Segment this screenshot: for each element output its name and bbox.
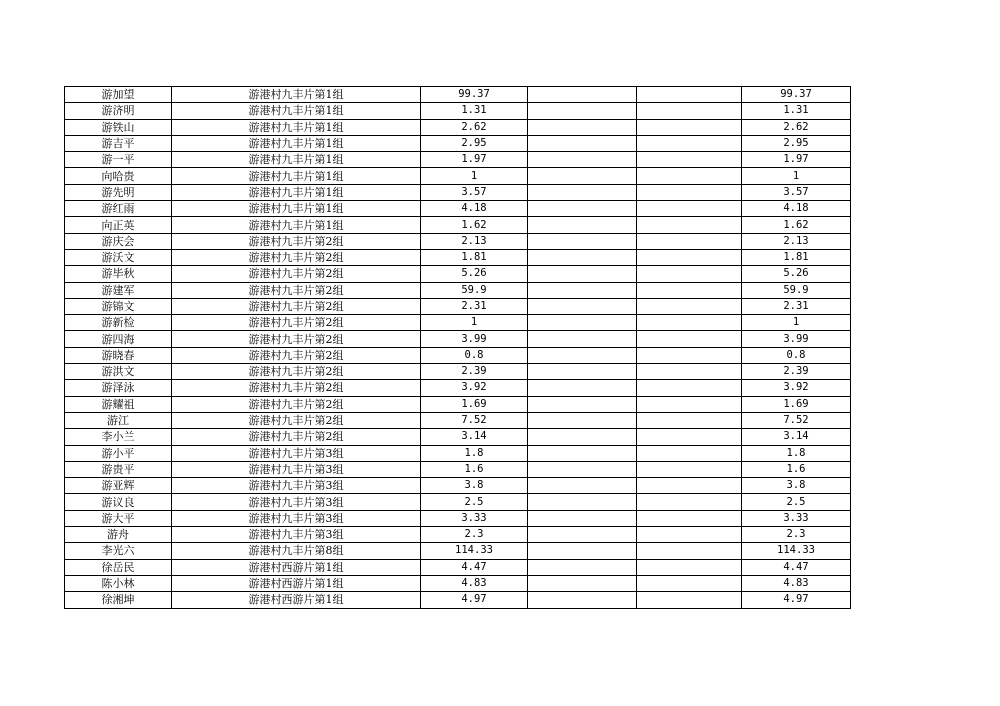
cell-empty [528, 396, 637, 412]
cell-empty [528, 527, 637, 543]
cell-total: 4.97 [742, 592, 851, 608]
cell-empty [528, 135, 637, 151]
table-row [65, 249, 851, 265]
table-row [65, 575, 851, 591]
cell-area: 4.83 [421, 575, 528, 591]
cell-empty [637, 380, 742, 396]
cell-total: 4.18 [742, 201, 851, 217]
cell-empty [528, 494, 637, 510]
cell-total: 4.83 [742, 575, 851, 591]
cell-total: 3.99 [742, 331, 851, 347]
cell-name: 游济明 [65, 103, 172, 119]
cell-area: 3.57 [421, 184, 528, 200]
cell-total: 59.9 [742, 282, 851, 298]
cell-empty [637, 249, 742, 265]
cell-name: 游红雨 [65, 201, 172, 217]
table-row [65, 315, 851, 331]
cell-empty [637, 445, 742, 461]
cell-empty [637, 559, 742, 575]
table-row [65, 412, 851, 428]
cell-empty [637, 168, 742, 184]
table-body [65, 87, 851, 609]
cell-location: 游港村九丰片第2组 [172, 412, 421, 428]
cell-total: 3.92 [742, 380, 851, 396]
cell-total: 2.13 [742, 233, 851, 249]
cell-empty [637, 298, 742, 314]
cell-location: 游港村九丰片第1组 [172, 152, 421, 168]
cell-name: 游舟 [65, 527, 172, 543]
cell-empty [528, 575, 637, 591]
cell-name: 游晓春 [65, 347, 172, 363]
cell-empty [637, 87, 742, 103]
cell-empty [637, 396, 742, 412]
cell-empty [637, 592, 742, 608]
cell-empty [528, 461, 637, 477]
cell-total: 0.8 [742, 347, 851, 363]
cell-location: 游港村九丰片第1组 [172, 201, 421, 217]
cell-area: 3.99 [421, 331, 528, 347]
cell-total: 3.8 [742, 478, 851, 494]
cell-empty [637, 510, 742, 526]
cell-empty [528, 478, 637, 494]
cell-area: 2.3 [421, 527, 528, 543]
cell-empty [528, 380, 637, 396]
table-row [65, 527, 851, 543]
cell-area: 4.18 [421, 201, 528, 217]
cell-empty [528, 217, 637, 233]
table-row [65, 445, 851, 461]
cell-name: 游泽泳 [65, 380, 172, 396]
cell-area: 3.8 [421, 478, 528, 494]
cell-total: 1.97 [742, 152, 851, 168]
cell-total: 3.57 [742, 184, 851, 200]
cell-location: 游港村九丰片第1组 [172, 119, 421, 135]
data-table [64, 86, 851, 609]
cell-empty [528, 445, 637, 461]
cell-location: 游港村西游片第1组 [172, 592, 421, 608]
cell-empty [637, 233, 742, 249]
cell-area: 2.31 [421, 298, 528, 314]
cell-name: 游铁山 [65, 119, 172, 135]
cell-empty [637, 217, 742, 233]
cell-area: 4.47 [421, 559, 528, 575]
cell-total: 1.6 [742, 461, 851, 477]
cell-empty [528, 152, 637, 168]
cell-location: 游港村九丰片第2组 [172, 380, 421, 396]
cell-location: 游港村九丰片第2组 [172, 396, 421, 412]
cell-area: 99.37 [421, 87, 528, 103]
cell-name: 游毕秋 [65, 266, 172, 282]
cell-name: 徐岳民 [65, 559, 172, 575]
cell-empty [528, 510, 637, 526]
cell-empty [528, 429, 637, 445]
cell-location: 游港村九丰片第1组 [172, 87, 421, 103]
cell-area: 1.31 [421, 103, 528, 119]
cell-empty [528, 282, 637, 298]
table-row [65, 510, 851, 526]
cell-name: 游四海 [65, 331, 172, 347]
cell-total: 1 [742, 168, 851, 184]
cell-name: 游江 [65, 412, 172, 428]
cell-empty [637, 461, 742, 477]
cell-area: 2.39 [421, 364, 528, 380]
table-row [65, 135, 851, 151]
cell-location: 游港村九丰片第3组 [172, 527, 421, 543]
cell-area: 3.92 [421, 380, 528, 396]
cell-name: 游加望 [65, 87, 172, 103]
cell-empty [637, 266, 742, 282]
table-row [65, 478, 851, 494]
cell-empty [528, 233, 637, 249]
cell-name: 陈小林 [65, 575, 172, 591]
table-row [65, 152, 851, 168]
table-row [65, 347, 851, 363]
cell-name: 游小平 [65, 445, 172, 461]
cell-name: 游洪文 [65, 364, 172, 380]
cell-empty [637, 412, 742, 428]
cell-total: 1.8 [742, 445, 851, 461]
cell-name: 游议良 [65, 494, 172, 510]
cell-total: 1.62 [742, 217, 851, 233]
cell-location: 游港村西游片第1组 [172, 559, 421, 575]
cell-location: 游港村九丰片第2组 [172, 347, 421, 363]
cell-location: 游港村九丰片第2组 [172, 266, 421, 282]
cell-area: 114.33 [421, 543, 528, 559]
table-row [65, 184, 851, 200]
cell-area: 1.69 [421, 396, 528, 412]
cell-name: 游吉平 [65, 135, 172, 151]
cell-area: 2.95 [421, 135, 528, 151]
cell-name: 向正英 [65, 217, 172, 233]
cell-area: 1.8 [421, 445, 528, 461]
cell-empty [528, 184, 637, 200]
table-row [65, 559, 851, 575]
cell-total: 2.31 [742, 298, 851, 314]
cell-empty [528, 315, 637, 331]
cell-area: 0.8 [421, 347, 528, 363]
cell-empty [528, 87, 637, 103]
cell-empty [637, 478, 742, 494]
table-row [65, 494, 851, 510]
cell-name: 向哈贵 [65, 168, 172, 184]
cell-name: 游大平 [65, 510, 172, 526]
cell-empty [528, 412, 637, 428]
cell-empty [637, 184, 742, 200]
cell-total: 4.47 [742, 559, 851, 575]
cell-name: 李小兰 [65, 429, 172, 445]
cell-empty [528, 592, 637, 608]
cell-empty [637, 201, 742, 217]
cell-name: 游建军 [65, 282, 172, 298]
cell-location: 游港村九丰片第3组 [172, 494, 421, 510]
table-row [65, 119, 851, 135]
table-row [65, 364, 851, 380]
cell-location: 游港村九丰片第2组 [172, 429, 421, 445]
cell-total: 99.37 [742, 87, 851, 103]
cell-empty [528, 298, 637, 314]
cell-location: 游港村九丰片第2组 [172, 282, 421, 298]
table-row [65, 87, 851, 103]
cell-empty [637, 135, 742, 151]
cell-empty [528, 559, 637, 575]
cell-name: 李光六 [65, 543, 172, 559]
table-row [65, 543, 851, 559]
cell-name: 游沃文 [65, 249, 172, 265]
cell-area: 2.13 [421, 233, 528, 249]
cell-area: 3.33 [421, 510, 528, 526]
cell-area: 2.62 [421, 119, 528, 135]
cell-total: 1 [742, 315, 851, 331]
table-row [65, 298, 851, 314]
cell-total: 3.14 [742, 429, 851, 445]
cell-total: 2.39 [742, 364, 851, 380]
table-row [65, 429, 851, 445]
table-row [65, 282, 851, 298]
cell-location: 游港村九丰片第1组 [172, 135, 421, 151]
table-row [65, 201, 851, 217]
cell-name: 游贵平 [65, 461, 172, 477]
cell-name: 游耀祖 [65, 396, 172, 412]
cell-empty [637, 494, 742, 510]
cell-location: 游港村九丰片第1组 [172, 103, 421, 119]
cell-empty [637, 152, 742, 168]
cell-empty [637, 347, 742, 363]
cell-total: 2.5 [742, 494, 851, 510]
cell-empty [637, 429, 742, 445]
cell-empty [528, 347, 637, 363]
cell-empty [637, 331, 742, 347]
cell-total: 7.52 [742, 412, 851, 428]
cell-area: 4.97 [421, 592, 528, 608]
cell-location: 游港村九丰片第2组 [172, 364, 421, 380]
cell-total: 1.31 [742, 103, 851, 119]
cell-empty [528, 543, 637, 559]
table-row [65, 396, 851, 412]
cell-name: 游先明 [65, 184, 172, 200]
table-row [65, 266, 851, 282]
cell-empty [637, 575, 742, 591]
cell-location: 游港村九丰片第2组 [172, 331, 421, 347]
cell-empty [637, 103, 742, 119]
cell-empty [528, 364, 637, 380]
cell-location: 游港村九丰片第8组 [172, 543, 421, 559]
cell-area: 1.81 [421, 249, 528, 265]
cell-total: 2.95 [742, 135, 851, 151]
cell-location: 游港村九丰片第1组 [172, 168, 421, 184]
cell-name: 游一平 [65, 152, 172, 168]
table-row [65, 461, 851, 477]
table-row [65, 217, 851, 233]
table-row [65, 592, 851, 608]
cell-total: 5.26 [742, 266, 851, 282]
table-row [65, 331, 851, 347]
cell-area: 5.26 [421, 266, 528, 282]
cell-name: 游锦文 [65, 298, 172, 314]
cell-location: 游港村九丰片第2组 [172, 298, 421, 314]
table-row [65, 168, 851, 184]
cell-location: 游港村九丰片第3组 [172, 445, 421, 461]
cell-location: 游港村九丰片第3组 [172, 461, 421, 477]
cell-location: 游港村九丰片第3组 [172, 510, 421, 526]
cell-location: 游港村九丰片第2组 [172, 233, 421, 249]
cell-empty [637, 364, 742, 380]
cell-area: 1.97 [421, 152, 528, 168]
cell-name: 徐湘坤 [65, 592, 172, 608]
cell-area: 1.62 [421, 217, 528, 233]
cell-total: 3.33 [742, 510, 851, 526]
cell-area: 59.9 [421, 282, 528, 298]
table-row [65, 103, 851, 119]
cell-empty [637, 527, 742, 543]
cell-name: 游亚辉 [65, 478, 172, 494]
cell-total: 2.3 [742, 527, 851, 543]
cell-name: 游庆会 [65, 233, 172, 249]
cell-total: 2.62 [742, 119, 851, 135]
cell-location: 游港村九丰片第2组 [172, 315, 421, 331]
cell-area: 1 [421, 168, 528, 184]
cell-empty [637, 282, 742, 298]
cell-location: 游港村九丰片第3组 [172, 478, 421, 494]
cell-empty [528, 103, 637, 119]
cell-area: 1.6 [421, 461, 528, 477]
cell-name: 游新检 [65, 315, 172, 331]
cell-empty [637, 119, 742, 135]
cell-empty [528, 119, 637, 135]
cell-location: 游港村西游片第1组 [172, 575, 421, 591]
cell-total: 1.69 [742, 396, 851, 412]
cell-area: 3.14 [421, 429, 528, 445]
cell-empty [637, 543, 742, 559]
cell-empty [528, 168, 637, 184]
cell-location: 游港村九丰片第2组 [172, 249, 421, 265]
cell-empty [637, 315, 742, 331]
cell-total: 1.81 [742, 249, 851, 265]
table-row [65, 380, 851, 396]
cell-empty [528, 266, 637, 282]
cell-area: 2.5 [421, 494, 528, 510]
cell-area: 1 [421, 315, 528, 331]
cell-area: 7.52 [421, 412, 528, 428]
cell-total: 114.33 [742, 543, 851, 559]
cell-empty [528, 201, 637, 217]
cell-location: 游港村九丰片第1组 [172, 184, 421, 200]
cell-location: 游港村九丰片第1组 [172, 217, 421, 233]
cell-empty [528, 331, 637, 347]
cell-empty [528, 249, 637, 265]
table-row [65, 233, 851, 249]
